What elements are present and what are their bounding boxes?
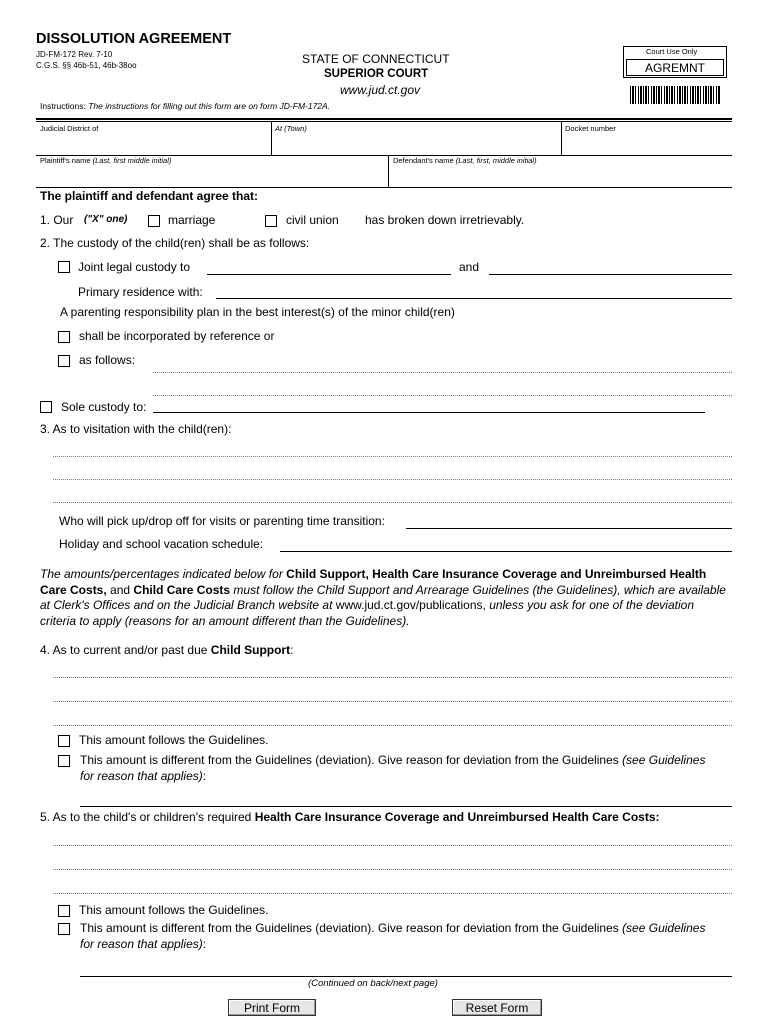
item5-different-label [80,921,720,952]
health-care-line-1[interactable] [53,845,732,846]
defendant-name-label [393,156,537,165]
health-care-line-3[interactable] [53,893,732,894]
item4-heading [40,643,293,657]
visitation-line-2[interactable] [53,479,732,480]
barcode-image [630,86,720,104]
item5-colon: : [202,936,207,951]
guidelines-note [40,567,732,629]
item1-suffix: has broken down irretrievably. [365,213,525,227]
item5-different-checkbox[interactable] [58,923,70,935]
primary-residence-label: Primary residence with: [78,285,203,299]
item1-prefix: 1. Our [40,213,74,227]
item4-different-text: This amount is different from the Guidelines (deviation). Give reason for deviation from the Guidelines [80,753,619,767]
as-follows-checkbox[interactable] [58,355,70,367]
item4-bold: Child Support [210,643,291,657]
statute-ref: C.G.S. §§ 46b-51, 46b-38oo [36,61,137,70]
item3-heading: 3. As to visitation with the child(ren): [40,422,232,436]
fields-bottom-line [36,187,732,188]
judicial-district-field[interactable] [38,133,268,153]
item4-prefix: 4. As to current and/or past due [40,643,211,657]
court-use-code-box [626,59,724,76]
marriage-checkbox[interactable] [148,215,160,227]
at-town-label: At (Town) [275,124,307,133]
instructions-text: The instructions for filling out this form are on form JD-FM-172A. [88,101,331,111]
plaintiff-name-label [40,156,171,165]
agree-heading: The plaintiff and defendant agree that: [40,189,259,203]
guidelines-note-url: www.jud.ct.gov/publications, [335,598,486,612]
fields-row1-divider [271,122,272,155]
item5-follows-checkbox[interactable] [58,905,70,917]
joint-custody-and: and [459,260,480,274]
parenting-plan-text: A parenting responsibility plan in the best interest(s) of the minor child(ren) [60,305,455,319]
holiday-label: Holiday and school vacation schedule: [59,537,264,551]
item5-reason-field[interactable] [80,976,732,977]
state-name: STATE OF CONNECTICUT [302,52,450,66]
continued-note: (Continued on back/next page) [308,978,438,989]
as-follows-line-2[interactable] [153,395,732,396]
item5-different-text: This amount is different from the Guidelines (deviation). Give reason for deviation from the Guidelines [80,921,619,935]
item5-prefix: 5. As to the child's or children's required [40,810,255,824]
item4-different-checkbox[interactable] [58,755,70,767]
form-title: DISSOLUTION AGREEMENT [36,31,232,47]
item4-follows-checkbox[interactable] [58,735,70,747]
incorporated-checkbox[interactable] [58,331,70,343]
guidelines-note-b1: Child Support, Health Care Insurance Coverage and Unreimbursed Health Care Costs, [40,567,707,597]
defendant-name-text: Defendant's name [393,156,454,165]
item5-follows-label: This amount follows the Guidelines. [79,903,269,917]
sole-custody-label: Sole custody to: [61,400,147,414]
pickup-field[interactable] [406,528,732,529]
guidelines-note-p2: and [106,582,134,597]
pickup-label: Who will pick up/drop off for visits or parenting time transition: [59,514,385,528]
joint-custody-checkbox[interactable] [58,261,70,273]
visitation-line-3[interactable] [53,502,732,503]
marriage-label: marriage [168,213,216,227]
civil-union-label: civil union [286,213,339,227]
civil-union-checkbox[interactable] [265,215,277,227]
guidelines-note-b2: Child Care Costs [133,582,231,597]
fields-row2-divider [388,155,389,187]
docket-number-field[interactable] [564,133,730,153]
guidelines-note-p3: must follow the Child Support and Arrearage Guidelines (the Guidelines), which are available at Clerk's Offices and on the Judicial Branch website at [40,582,726,612]
primary-residence-field[interactable] [216,298,732,299]
guidelines-note-p1: The amounts/percentages indicated below for [40,567,287,581]
court-website: www.jud.ct.gov [340,83,421,97]
court-use-code: AGREMNT [645,61,705,75]
defendant-name-field[interactable] [392,166,730,185]
health-care-line-2[interactable] [53,869,732,870]
item5-see-text: (see Guidelines for reason that applies) [80,921,706,951]
defendant-name-hint: (Last, first, middle initial) [455,156,537,165]
docket-number-label: Docket number [565,124,616,133]
reset-form-button[interactable]: Reset Form [452,999,542,1016]
child-support-line-1[interactable] [53,677,732,678]
item4-different-label [80,753,720,784]
fields-top-line [36,118,732,120]
fields-top-line-2 [36,121,732,122]
court-name: SUPERIOR COURT [324,68,429,80]
plaintiff-name-text: Plaintiff's name [40,156,91,165]
child-support-line-2[interactable] [53,701,732,702]
item4-colon: : [202,768,207,783]
instructions [40,101,330,111]
child-support-line-3[interactable] [53,725,732,726]
item4-reason-field[interactable] [80,806,732,807]
item4-follows-label: This amount follows the Guidelines. [79,733,269,747]
plaintiff-name-hint: (Last, first middle initial) [92,156,172,165]
visitation-line-1[interactable] [53,456,732,457]
fields-row1-divider2 [561,122,562,155]
incorporated-label: shall be incorporated by reference or [79,329,275,343]
at-town-field[interactable] [274,133,558,153]
item2-heading: 2. The custody of the child(ren) shall be as follows: [40,236,310,250]
court-use-box [623,46,727,78]
item5-bold: Health Care Insurance Coverage and Unreimbursed Health Care Costs: [254,810,660,824]
court-use-label: Court Use Only [646,47,698,56]
sole-custody-checkbox[interactable] [40,401,52,413]
item5-heading [40,810,660,824]
as-follows-line-1[interactable] [153,372,732,373]
instructions-label: Instructions: [40,101,86,111]
sole-custody-field[interactable] [153,412,705,413]
guidelines-note-p4: unless you ask for one of the deviation criteria to apply (reasons for an amount different than the Guidelines). [40,598,694,628]
judicial-district-label: Judicial District of [40,124,99,133]
joint-custody-field-1[interactable] [207,274,451,275]
print-form-button[interactable]: Print Form [228,999,316,1016]
joint-custody-label: Joint legal custody to [78,260,191,274]
form-id: JD-FM-172 Rev. 7-10 [36,50,113,59]
item4-see-text: (see Guidelines for reason that applies) [80,753,706,783]
as-follows-label: as follows: [79,353,136,367]
item4-suffix: : [290,643,294,657]
plaintiff-name-field[interactable] [38,166,384,185]
holiday-field[interactable] [280,551,732,552]
item1-hint: ("X" one) [84,214,128,225]
joint-custody-field-2[interactable] [489,274,732,275]
